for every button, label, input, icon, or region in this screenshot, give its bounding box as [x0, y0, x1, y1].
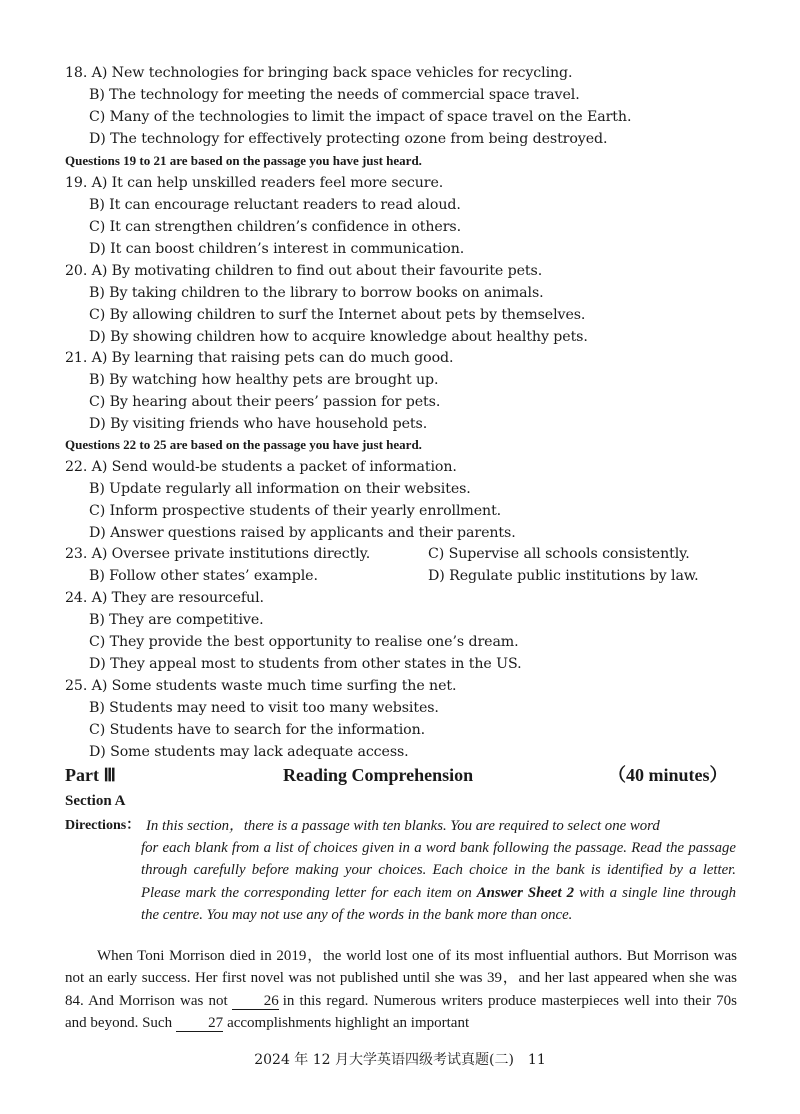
blank-27: 27: [176, 1015, 223, 1032]
directions-label: Directions：: [65, 818, 141, 833]
q23-option-b: B) Follow other states’ example.: [89, 568, 318, 584]
passage-text-2: in this regard. Numerous writers produce masterpieces well into their 70s and beyond. Such: [65, 992, 737, 1031]
q22-option-d: D) Answer questions raised by applicants and their parents.: [89, 525, 516, 541]
q20-option-d: D) By showing children how to acquire knowledge about healthy pets.: [89, 329, 588, 345]
blank-26: 26: [232, 993, 279, 1010]
q21-option-c: C) By hearing about their peers’ passion for pets.: [89, 394, 441, 410]
part-time: （40 minutes）: [608, 765, 728, 785]
q20-option-a: 20. A) By motivating children to find out about their favourite pets.: [65, 263, 543, 279]
directions-body-start: for each blank from a list of choices given in a word bank following the passage. Read the passage through carefully before making your choices. Each choice in the bank is identified by a letter. Please mark the corresponding letter for each item on: [141, 840, 736, 901]
q22-option-a: 22. A) Send would-be students a packet of information.: [65, 459, 457, 475]
q24-option-b: B) They are competitive.: [89, 612, 264, 628]
questions-22-25-heading: Questions 22 to 25 are based on the passage you have just heard.: [65, 437, 422, 452]
q25-option-b: B) Students may need to visit too many websites.: [89, 700, 439, 716]
q21-option-b: B) By watching how healthy pets are brought up.: [89, 372, 439, 388]
q21-option-a: 21. A) By learning that raising pets can do much good.: [65, 350, 454, 366]
q23-option-a: 23. A) Oversee private institutions directly.: [65, 546, 371, 562]
directions-text: [141, 837, 736, 926]
directions-first-line: In this section，there is a passage with ten blanks. You are required to select one word: [146, 818, 660, 834]
q24-option-d: D) They appeal most to students from other states in the US.: [89, 656, 522, 672]
q19-option-d: D) It can boost children’s interest in communication.: [89, 241, 465, 257]
q19-option-b: B) It can encourage reluctant readers to read aloud.: [89, 197, 461, 213]
answer-sheet-emphasis: Answer Sheet 2: [476, 884, 575, 901]
page-footer: 2024 年 12 月大学英语四级考试真题(二) 11: [254, 1052, 546, 1068]
q18-option-c: C) Many of the technologies to limit the impact of space travel on the Earth.: [89, 109, 632, 125]
part-label: Part Ⅲ: [65, 765, 116, 785]
q22-option-c: C) Inform prospective students of their yearly enrollment.: [89, 503, 502, 519]
passage-text-1: When Toni Morrison died in 2019，the world lost one of its most influential authors. But Morrison was not an early success. Her first novel was not published until she was 39，and her last appeared when she was 84. And Morrison was not: [65, 948, 737, 1009]
q18-option-b: B) The technology for meeting the needs of commercial space travel.: [89, 87, 580, 103]
passage-paragraph: [65, 945, 737, 1034]
q19-option-a: 19. A) It can help unskilled readers feel more secure.: [65, 175, 444, 191]
q24-option-a: 24. A) They are resourceful.: [65, 590, 264, 606]
q25-option-c: C) Students have to search for the information.: [89, 722, 426, 738]
q22-option-b: B) Update regularly all information on their websites.: [89, 481, 471, 497]
q18-option-d: D) The technology for effectively protecting ozone from being destroyed.: [89, 131, 608, 147]
q18-option-a: 18. A) New technologies for bringing back space vehicles for recycling.: [65, 65, 573, 81]
section-a-heading: Section A: [65, 793, 126, 809]
q20-option-c: C) By allowing children to surf the Internet about pets by themselves.: [89, 307, 586, 323]
part-title: Reading Comprehension: [283, 765, 474, 785]
q25-option-d: D) Some students may lack adequate access.: [89, 744, 409, 760]
q23-option-c: C) Supervise all schools consistently.: [428, 546, 690, 562]
directions-body-end: with a single line through the centre. You may not use any of the words in the bank more than once.: [141, 884, 737, 923]
q25-option-a: 25. A) Some students waste much time surfing the net.: [65, 678, 457, 694]
questions-19-21-heading: Questions 19 to 21 are based on the passage you have just heard.: [65, 153, 422, 168]
q24-option-c: C) They provide the best opportunity to realise one’s dream.: [89, 634, 519, 650]
q20-option-b: B) By taking children to the library to borrow books on animals.: [89, 285, 544, 301]
q21-option-d: D) By visiting friends who have household pets.: [89, 416, 428, 432]
q19-option-c: C) It can strengthen children’s confidence in others.: [89, 219, 461, 235]
q23-option-d: D) Regulate public institutions by law.: [428, 568, 699, 584]
passage-text-3: accomplishments highlight an important: [227, 1014, 470, 1031]
